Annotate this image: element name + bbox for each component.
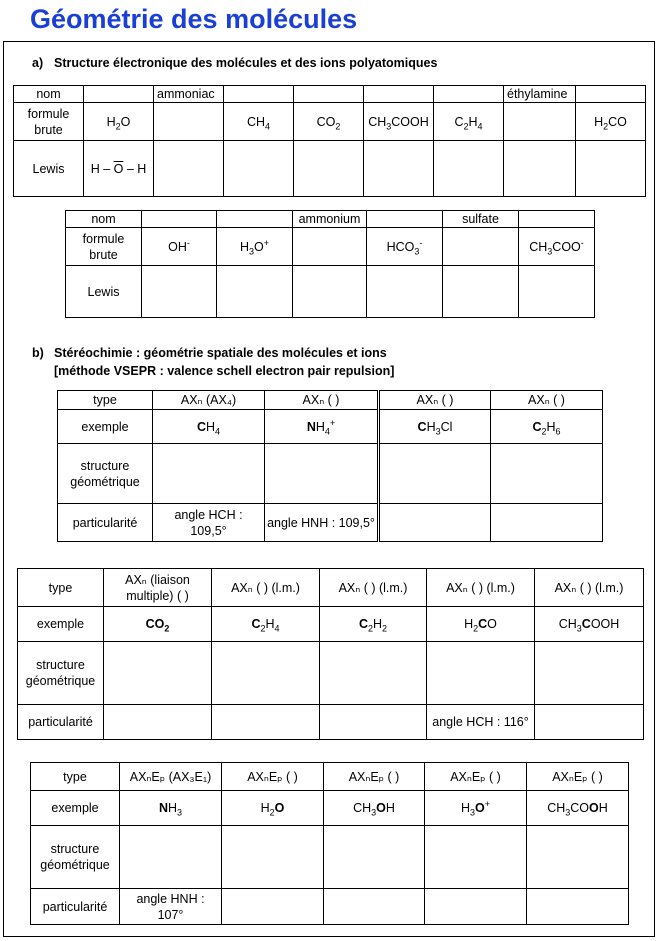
table-row xyxy=(66,211,595,228)
example-cell: $NH_4^+$ xyxy=(265,410,379,444)
lewis-left: H – xyxy=(90,161,114,176)
table-row xyxy=(18,569,644,607)
row-header-type: type xyxy=(31,763,120,791)
structure-cell xyxy=(535,642,644,705)
example-cell: $H_2CO$ xyxy=(427,607,535,642)
structure-cell xyxy=(153,444,265,504)
name-cell xyxy=(364,86,434,103)
formula-cell: $CH_3COOH$ xyxy=(364,103,434,141)
lewis-cell xyxy=(504,141,576,197)
table-ions xyxy=(65,210,595,318)
section-b-label: b) xyxy=(32,346,44,360)
lewis-cell xyxy=(519,266,595,318)
example-cell: $C_2H_4$ xyxy=(212,607,320,642)
example-cell: $NH_3$ xyxy=(120,791,222,826)
type-cell: AXₙ ( ) (l.m.) xyxy=(427,569,535,607)
section-b-heading xyxy=(32,344,394,380)
lewis-cell xyxy=(142,266,217,318)
formula-cell: $H_2CO$ xyxy=(576,103,646,141)
table-row xyxy=(18,607,644,642)
section-a-heading xyxy=(32,54,437,72)
row-header-formule: formule brute xyxy=(14,103,84,141)
lewis-cell xyxy=(154,141,224,197)
particularity-cell xyxy=(320,705,427,740)
lewis-cell xyxy=(576,141,646,197)
formula-cell xyxy=(443,228,519,266)
table-row xyxy=(31,763,629,791)
example-cell: $CH_3OH$ xyxy=(324,791,425,826)
lewis-cell xyxy=(364,141,434,197)
row-header-particularite: particularité xyxy=(18,705,104,740)
example-cell: $C_2H_6$ xyxy=(491,410,603,444)
section-b-line1: Stéréochimie : géométrie spatiale des molécules et ions xyxy=(54,346,387,360)
structure-cell xyxy=(427,642,535,705)
name-cell xyxy=(142,211,217,228)
type-cell: AXₙEₚ ( ) xyxy=(222,763,324,791)
particularity-cell xyxy=(425,889,527,925)
example-cell: $H_3O^+$ xyxy=(425,791,527,826)
table-row xyxy=(58,391,603,410)
particularity-cell xyxy=(222,889,324,925)
formula-cell: $CH_4$ xyxy=(224,103,294,141)
type-cell: AXₙ ( ) (l.m.) xyxy=(212,569,320,607)
lewis-cell xyxy=(224,141,294,197)
structure-cell xyxy=(527,826,629,889)
particularity-cell xyxy=(104,705,212,740)
table-row xyxy=(58,504,603,542)
row-header-exemple: exemple xyxy=(31,791,120,826)
formula-cell: $H_2O$ xyxy=(84,103,154,141)
formula-cell xyxy=(504,103,576,141)
type-cell: AXₙ ( ) xyxy=(379,391,491,410)
example-cell: $CH_3Cl$ xyxy=(379,410,491,444)
structure-cell xyxy=(491,444,603,504)
row-header-nom: nom xyxy=(14,86,84,103)
section-a-label: a) xyxy=(32,56,44,70)
name-cell xyxy=(294,86,364,103)
particularity-cell xyxy=(324,889,425,925)
formula-cell: $H_3O^+$ xyxy=(217,228,293,266)
table-molecules xyxy=(13,85,646,197)
particularity-cell: angle HCH : 109,5° xyxy=(153,504,265,542)
type-cell: AXₙEₚ ( ) xyxy=(324,763,425,791)
row-header-nom: nom xyxy=(66,211,142,228)
lewis-cell xyxy=(434,141,504,197)
lewis-cell xyxy=(443,266,519,318)
section-a-text: Structure électronique des molécules et des ions polyatomiques xyxy=(54,56,438,70)
name-cell xyxy=(434,86,504,103)
example-cell: $CO_2$ xyxy=(104,607,212,642)
table-row xyxy=(66,228,595,266)
formula-cell: $CO_2$ xyxy=(294,103,364,141)
table-axnep xyxy=(30,762,629,925)
lewis-oxygen: $\overline{O}$ xyxy=(113,161,124,176)
table-row xyxy=(18,705,644,740)
example-cell: $CH_3COOH$ xyxy=(527,791,629,826)
structure-cell xyxy=(425,826,527,889)
type-cell: AXₙEₚ ( ) xyxy=(527,763,629,791)
particularity-cell xyxy=(212,705,320,740)
particularity-cell: angle HNH : 109,5° xyxy=(265,504,379,542)
particularity-cell: angle HNH : 107° xyxy=(120,889,222,925)
table-row xyxy=(58,444,603,504)
type-cell: AXₙ ( ) (l.m.) xyxy=(535,569,644,607)
name-cell xyxy=(84,86,154,103)
example-cell: $CH_3COOH$ xyxy=(535,607,644,642)
name-cell xyxy=(217,211,293,228)
row-header-exemple: exemple xyxy=(18,607,104,642)
name-cell xyxy=(367,211,443,228)
section-b-line2: [méthode VSEPR : valence schell electron pair repulsion] xyxy=(54,364,395,378)
name-cell: ammoniac xyxy=(154,86,224,103)
lewis-cell xyxy=(294,141,364,197)
row-header-structure: structure géométrique xyxy=(31,826,120,889)
table-row xyxy=(66,266,595,318)
name-cell xyxy=(576,86,646,103)
lewis-cell xyxy=(367,266,443,318)
type-cell: AXₙEₚ (AX₃E₁) xyxy=(120,763,222,791)
name-cell: sulfate xyxy=(443,211,519,228)
table-row xyxy=(14,103,646,141)
particularity-cell xyxy=(491,504,603,542)
formula-cell xyxy=(293,228,367,266)
name-cell xyxy=(519,211,595,228)
example-cell: $CH_4$ xyxy=(153,410,265,444)
table-row xyxy=(31,889,629,925)
lewis-h2o-cell xyxy=(84,141,154,197)
row-header-type: type xyxy=(18,569,104,607)
example-cell: $H_2O$ xyxy=(222,791,324,826)
lewis-cell xyxy=(293,266,367,318)
table-row xyxy=(14,86,646,103)
structure-cell xyxy=(120,826,222,889)
table-row xyxy=(14,141,646,197)
lewis-cell xyxy=(217,266,293,318)
row-header-formule: formule brute xyxy=(66,228,142,266)
structure-cell xyxy=(265,444,379,504)
table-row xyxy=(31,791,629,826)
type-cell: AXₙ ( ) (l.m.) xyxy=(320,569,427,607)
type-cell: AXₙ (liaison multiple) ( ) xyxy=(104,569,212,607)
formula-cell: $HCO_3^-$ xyxy=(367,228,443,266)
row-header-particularite: particularité xyxy=(58,504,153,542)
name-cell xyxy=(224,86,294,103)
formula-cell: $C_2H_4$ xyxy=(434,103,504,141)
structure-cell xyxy=(104,642,212,705)
particularity-cell xyxy=(535,705,644,740)
page-title: Géométrie des molécules xyxy=(30,4,358,34)
lewis-right: – H xyxy=(123,161,147,176)
particularity-cell xyxy=(527,889,629,925)
row-header-particularite: particularité xyxy=(31,889,120,925)
row-header-structure: structure géométrique xyxy=(18,642,104,705)
type-cell: AXₙEₚ ( ) xyxy=(425,763,527,791)
row-header-structure: structure géométrique xyxy=(58,444,153,504)
structure-cell xyxy=(222,826,324,889)
table-axn xyxy=(57,390,603,542)
structure-cell xyxy=(212,642,320,705)
row-header-exemple: exemple xyxy=(58,410,153,444)
structure-cell xyxy=(379,444,491,504)
table-row xyxy=(31,826,629,889)
particularity-cell xyxy=(379,504,491,542)
table-row xyxy=(18,642,644,705)
row-header-lewis: Lewis xyxy=(66,266,142,318)
row-header-lewis: Lewis xyxy=(14,141,84,197)
type-cell: AXₙ ( ) xyxy=(491,391,603,410)
particularity-cell: angle HCH : 116° xyxy=(427,705,535,740)
table-axn-multiple xyxy=(17,568,644,740)
formula-cell: OH- xyxy=(142,228,217,266)
name-cell: ammonium xyxy=(293,211,367,228)
structure-cell xyxy=(324,826,425,889)
structure-cell xyxy=(320,642,427,705)
formula-cell: $CH_3COO^-$ xyxy=(519,228,595,266)
table-row xyxy=(58,410,603,444)
type-cell: AXₙ (AX₄) xyxy=(153,391,265,410)
type-cell: AXₙ ( ) xyxy=(265,391,379,410)
example-cell: $C_2H_2$ xyxy=(320,607,427,642)
formula-cell xyxy=(154,103,224,141)
name-cell: éthylamine xyxy=(504,86,576,103)
row-header-type: type xyxy=(58,391,153,410)
